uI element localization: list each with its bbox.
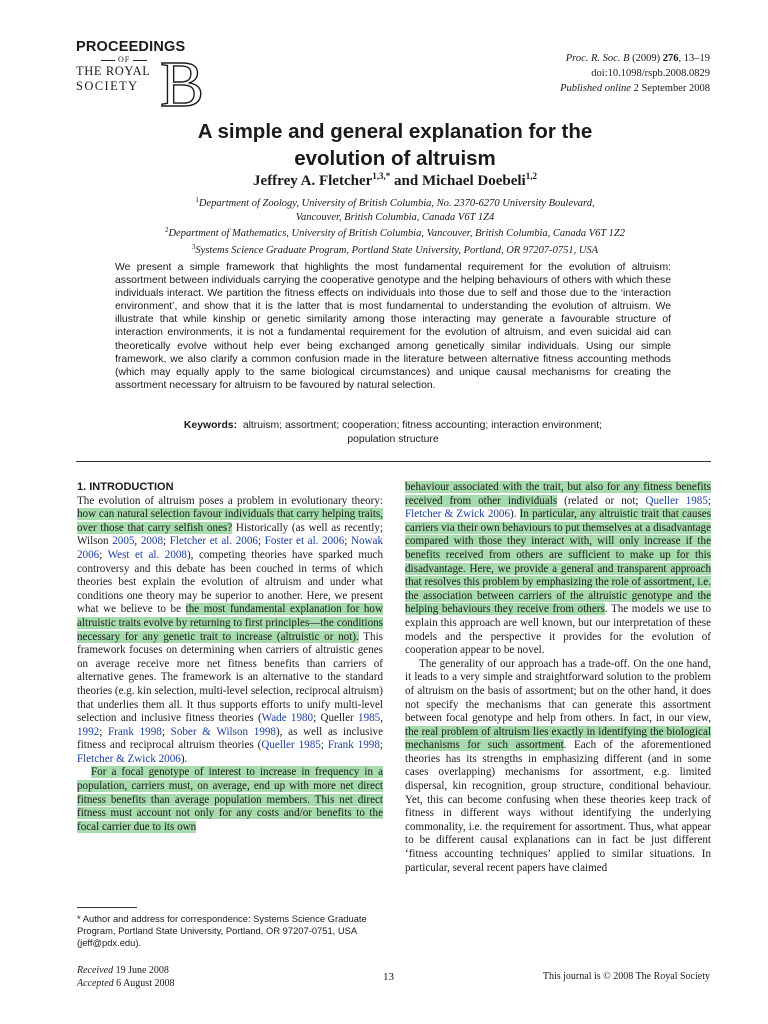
- highlight[interactable]: behaviour associated with the trait, but also for any fitness benefits received from other individuals: [405, 481, 711, 507]
- author-fletcher-affil: 1,3,*: [372, 171, 391, 181]
- ref-link[interactable]: 2005: [112, 535, 135, 548]
- title-line-2: evolution of altruism: [294, 147, 496, 170]
- title-line-1: A simple and general explanation for the: [197, 120, 593, 143]
- highlight[interactable]: For a focal genotype of interest to increase in frequency in a population, carriers must, on average, end up with more net direct fitness benefits than average population members. This net direct fitness must account not only for any costs and/or benefits to the focal carrier due to its own: [77, 766, 383, 833]
- ref-link[interactable]: Frank 1998: [327, 739, 380, 752]
- citation-volume: 276: [662, 53, 679, 64]
- ref-link[interactable]: West et al. 2008: [107, 548, 187, 561]
- body-column-right: [405, 481, 711, 875]
- affiliation-1-cont: Vancouver, British Columbia, Canada V6T 1Z4: [295, 211, 495, 223]
- body-column-left: [77, 481, 383, 834]
- ref-link[interactable]: Frank 1998: [108, 725, 162, 738]
- highlight[interactable]: In particular, any altruistic trait that causes carriers via their own behaviours to put themselves at a disadvantage compared with those they interact with, will only increase if the benefits received from others are sufficient to make up for this disadvantage. Here, we provide a general and transparent approach that resolves this problem by emphasizing the role of assortment, i.e. the association between carriers of the altruistic genotype and the helping behaviours they receive from others: [405, 508, 712, 616]
- paragraph: behaviour associated with the trait, but also for any fitness benefits received from other individuals (related or not; Queller 1985; Fletcher & Zwick 2006). In particular, any altruistic trait that causes carriers via their own behaviours to put themselves at a disadvantage compared with those they interact with, will only increase if the benefits received from others are sufficient to make up for this disadvantage. Here, we provide a general and transparent approach that resolves this problem by emphasizing the role of assortment, i.e. the association between carriers of the altruistic genotype and the helping behaviours they receive from others. The models we use to explain this approach are well known, but our interpretation of these models and the perspective it provides for the evolution of cooperation appear to be novel.: [405, 481, 712, 657]
- affiliations: [70, 194, 720, 257]
- journal-masthead-logo: [76, 39, 206, 108]
- citation-pages: , 13–19: [678, 53, 710, 64]
- citation-published: [560, 81, 710, 96]
- paragraph: [77, 766, 383, 834]
- keywords-text-2: population structure: [347, 433, 439, 445]
- correspondence-footnote: * Author and address for correspondence: Systems Science Graduate Program, Portland State University, Portland, OR 97207-0751, USA (jeff@pdx.edu).: [77, 913, 367, 948]
- author-fletcher: Jeffrey A. Fletcher: [253, 173, 373, 189]
- citation-block: [560, 51, 710, 96]
- section-divider: [76, 461, 711, 462]
- keywords-label: Keywords:: [183, 420, 238, 431]
- ref-link[interactable]: 1985: [358, 712, 381, 725]
- paragraph: The evolution of altruism poses a problem in evolutionary theory: how can natural selection favour individuals that carry helping traits, over those that carry selfish ones? Historically (as well as recently; Wilson 2005, 2008; Fletcher et al. 2006; Foster et al. 2006; Nowak 2006; West et al. 2008), competing theories have sparked much controversy and this debate has been couched in terms of which theories best explain the evolution of altruism and under what conditions one theory may be superior to another. Here, we present what we believe to be the most fundamental explanation for how altruistic traits evolve by returning to first principles—the conditions necessary for any genetic trait to increase (altruistic or not). This framework focuses on determining when carriers of altruistic genes on average receive more net fitness benefits than carriers of alternative genes. The framework is an alternative to the standard theories (e.g. kin selection, multi-level selection, reciprocal altruism) that underlies them all. It thus supports efforts to unify multi-level selection and inclusive fitness theories (Wade 1980; Queller 1985, 1992; Frank 1998; Sober & Wilson 1998), as well as inclusive fitness and reciprocal altruism theories (Queller 1985; Frank 1998; Fletcher & Zwick 2006).: [77, 494, 384, 765]
- section-heading: 1. INTRODUCTION: [77, 481, 174, 493]
- journal-copyright: This journal is © 2008 The Royal Society: [542, 971, 710, 982]
- citation-line: [560, 51, 710, 66]
- page-number: 13: [383, 971, 394, 983]
- abstract: We present a simple framework that highlights the most fundamental requirement for the evolution of altruism: assortment between individuals carrying the cooperative genotype and the helping behaviours of others with which these individuals interact. We partition the fitness effects on individuals into those due to self and those due to the ‘interaction environment’, and show that it is the latter that is most fundamental to understanding the evolution of altruism. We illustrate that while kinship or genetic similarity among those interacting may generate a favourable structure of interaction environments, it is not a fundamental requirement for the evolution of altruism, and even suicidal aid can theoretically evolve without help ever being exchanged among genetically similar individuals. Using our simple framework, we also clarify a common confusion made in the literature between alternative fitness accounting methods (which may equally apply to the same biological circumstances) and unique causal mechanisms for creating the assortment necessary for altruism to be favoured by natural selection.: [115, 262, 671, 391]
- ref-link[interactable]: Wade 1980: [261, 712, 314, 725]
- paragraph: The generality of our approach has a trade-off. On the one hand, it leads to a very simple and straightforward solution to the problem of altruism on the basis of assortment; but on the other hand, it does not specify the mechanisms that can generate this assortment between focal genotype and help from others. In fact, in our view, the real problem of altruism lies exactly in identifying the biological mechanisms for such assortment. Each of the aforementioned theories has its strengths in emphasizing different (and in some cases overlapping) mechanisms for assortment, e.g. limited dispersal, kin recognition, group structure, conditional behaviour. Yet, this can become confusing when these theories keep track of fitness in different ways without identifying the underlying commonality, i.e. the requirement for assortment. Thus, what appear to be different causal explanations can in fact be just different ‘fitness accounting techniques’ applied to similar situations. In particular, several recent papers have claimed: [405, 657, 712, 874]
- ref-link[interactable]: Queller 1985: [261, 739, 321, 752]
- citation-doi[interactable]: doi:10.1098/rspb.2008.0829: [591, 68, 710, 79]
- masthead-proceedings: PROCEEDINGS: [76, 39, 186, 55]
- author-list: [70, 171, 720, 190]
- accepted-date: 6 August 2008: [113, 977, 175, 989]
- footnote-divider: [77, 907, 137, 908]
- masthead-of: OF: [98, 55, 150, 64]
- series-b-logo-icon: [158, 54, 216, 108]
- affiliation-1: $^1$Department of Zoology, University of British Columbia, No. 2370-6270 University Boulevard,: [195, 196, 595, 209]
- masthead-society: SOCIETY: [76, 79, 139, 93]
- received-label: Received: [77, 965, 114, 976]
- citation-year: (2009): [629, 53, 663, 64]
- svg-text:B: B: [160, 54, 205, 108]
- accepted-label: Accepted: [77, 977, 114, 989]
- highlight[interactable]: the most fundamental explanation for how altruistic traits evolve by returning to first principles—the conditions necessary for any genetic trait to increase (altruistic or not).: [77, 603, 383, 643]
- highlight[interactable]: how can natural selection favour individuals that carry helping traits, over those that carry selfish ones?: [77, 508, 383, 534]
- author-doebeli: Michael Doebeli: [421, 173, 526, 189]
- author-and: and: [390, 173, 422, 189]
- ref-link[interactable]: Sober & Wilson 1998: [170, 725, 276, 738]
- published-label: Published online: [560, 83, 631, 94]
- citation-journal: Proc. R. Soc. B: [565, 53, 630, 64]
- published-date: 2 September 2008: [630, 83, 710, 94]
- received-dates: [77, 965, 174, 990]
- affiliation-2: $^2$Department of Mathematics, University of British Columbia, Vancouver, British Columbia, Canada V6T 1Z2: [164, 226, 626, 239]
- ref-link[interactable]: 2008: [140, 535, 164, 548]
- ref-link[interactable]: Queller 1985: [645, 494, 708, 507]
- ref-link[interactable]: Nowak 2006: [77, 535, 384, 561]
- ref-link[interactable]: Fletcher & Zwick 2006: [77, 752, 181, 765]
- ref-link[interactable]: Foster et al. 2006: [264, 535, 345, 548]
- affiliation-3: $^3$Systems Science Graduate Program, Portland State University, Portland, OR 97207-0751, USA: [191, 242, 599, 256]
- ref-link[interactable]: Fletcher & Zwick 2006: [405, 508, 511, 521]
- masthead-the-royal: THE ROYAL: [76, 64, 151, 78]
- paper-title: [70, 118, 720, 172]
- ref-link[interactable]: 1992: [77, 725, 100, 738]
- ref-link[interactable]: Fletcher et al. 2006: [169, 535, 258, 548]
- keywords-text: altruism; assortment; cooperation; fitness accounting; interaction environment;: [242, 420, 603, 431]
- keywords: [115, 419, 671, 446]
- received-date: 19 June 2008: [113, 965, 169, 976]
- author-doebeli-affil: 1,2: [525, 171, 537, 181]
- highlight[interactable]: the real problem of altruism lies exactly in identifying the biological mechanisms for such assortment: [405, 725, 711, 752]
